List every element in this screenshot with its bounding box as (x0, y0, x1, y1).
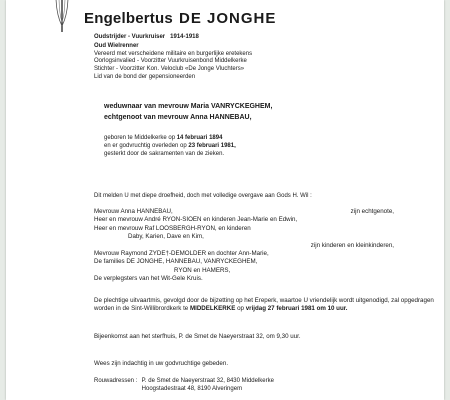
memorial-card (6, 0, 444, 400)
bio-line-founder: Stichter - Voorzitter Kon. Veloclub «De Jonge Vluchters» (94, 66, 245, 73)
family-row: Mevrouw Anna HANNEBAU, zijn echtgenote, (94, 208, 394, 215)
bio-line-cyclist: Oud Wielrenner (94, 42, 139, 49)
family-row: De families DE JONGHE, HANNEBAU, VANRYCKEGHEM, (94, 258, 258, 266)
first-name: Engelbertus (84, 10, 173, 27)
family-row: zijn kinderen en kleinkinderen, (310, 241, 394, 249)
family-row: Daby, Karien, Dave en Kim, (128, 233, 204, 241)
spouse-line-husband: echtgenoot van mevrouw Anna HANNEBAU, (104, 114, 252, 121)
family-row: Heer en mevrouw André RYON-SIOEN en kinderen Jean-Marie en Edwin, (94, 216, 298, 224)
biography (94, 34, 252, 82)
gathering-notice: Bijeenkomst aan het sterfhuis, P. de Smet de Naeyerstraat 32, om 9,30 uur. (94, 333, 301, 340)
memory-request: Wees zijn indachtig in uw godvruchtige gebeden. (94, 360, 229, 367)
announcement: Dit melden U met diepe droefheid, doch met volledige overgave aan Gods H. Wil : (94, 193, 312, 199)
family-row: RYON en HAMERS, (174, 266, 231, 274)
family-row: De verplegsters van het Wit-Gele Kruis. (94, 275, 203, 283)
family-list (94, 208, 394, 284)
family-row: Mevrouw Raymond ZYDE†-DEMOLDER en dochter Ann-Marie, (94, 249, 269, 257)
death-line: en er godvruchtig overleden op 23 februari 1981, (104, 143, 236, 149)
funeral-notice: De plechtige uitvaartmis, gevolgd door de bijzetting op het Ereperk, waartoe U vriendelijk wordt uitgenodigd, zal opgedragen worden in de Sint-Willibrordkerk te MIDDELKERKE op vrijdag 27 februari 1981 om 10 uur. (94, 297, 434, 312)
spouse-line-widower: weduwnaar van mevrouw Maria VANRYCKEGHEM, (104, 103, 273, 110)
address-row: Rouwadressen : P. de Smet de Naeyerstraat 32, 8430 Middelkerke (94, 378, 274, 384)
mourning-addresses (94, 377, 274, 393)
birth-line: geboren te Middelkerke op 14 februari 1894 (104, 135, 223, 141)
bio-line-member: Lid van de bond der gepensioneerden (94, 73, 196, 80)
sacrament-line: gesterkt door de sakramenten van de zieken. (104, 151, 225, 157)
bio-line-invalid: Oorlogsinvalied - Voorzitter Vuurkruisenbond Middelkerke (94, 58, 247, 65)
bio-line-veteran: Oudstrijder - Vuurkruiser 1914-1918 (94, 34, 199, 40)
spouse-block (104, 101, 272, 123)
cross-icon (52, 0, 72, 32)
last-name: DE JONGHE (179, 10, 277, 27)
family-row: Heer en mevrouw Raf LOOSBERGH-RYON, en kinderen (94, 224, 251, 232)
birth-death-block (104, 134, 236, 158)
bio-line-honours: Vereerd met verscheidene militaire en burgerlijke eretekens (94, 50, 253, 57)
address-row: Hoogstadestraat 48, 8190 Alveringem (141, 386, 243, 393)
